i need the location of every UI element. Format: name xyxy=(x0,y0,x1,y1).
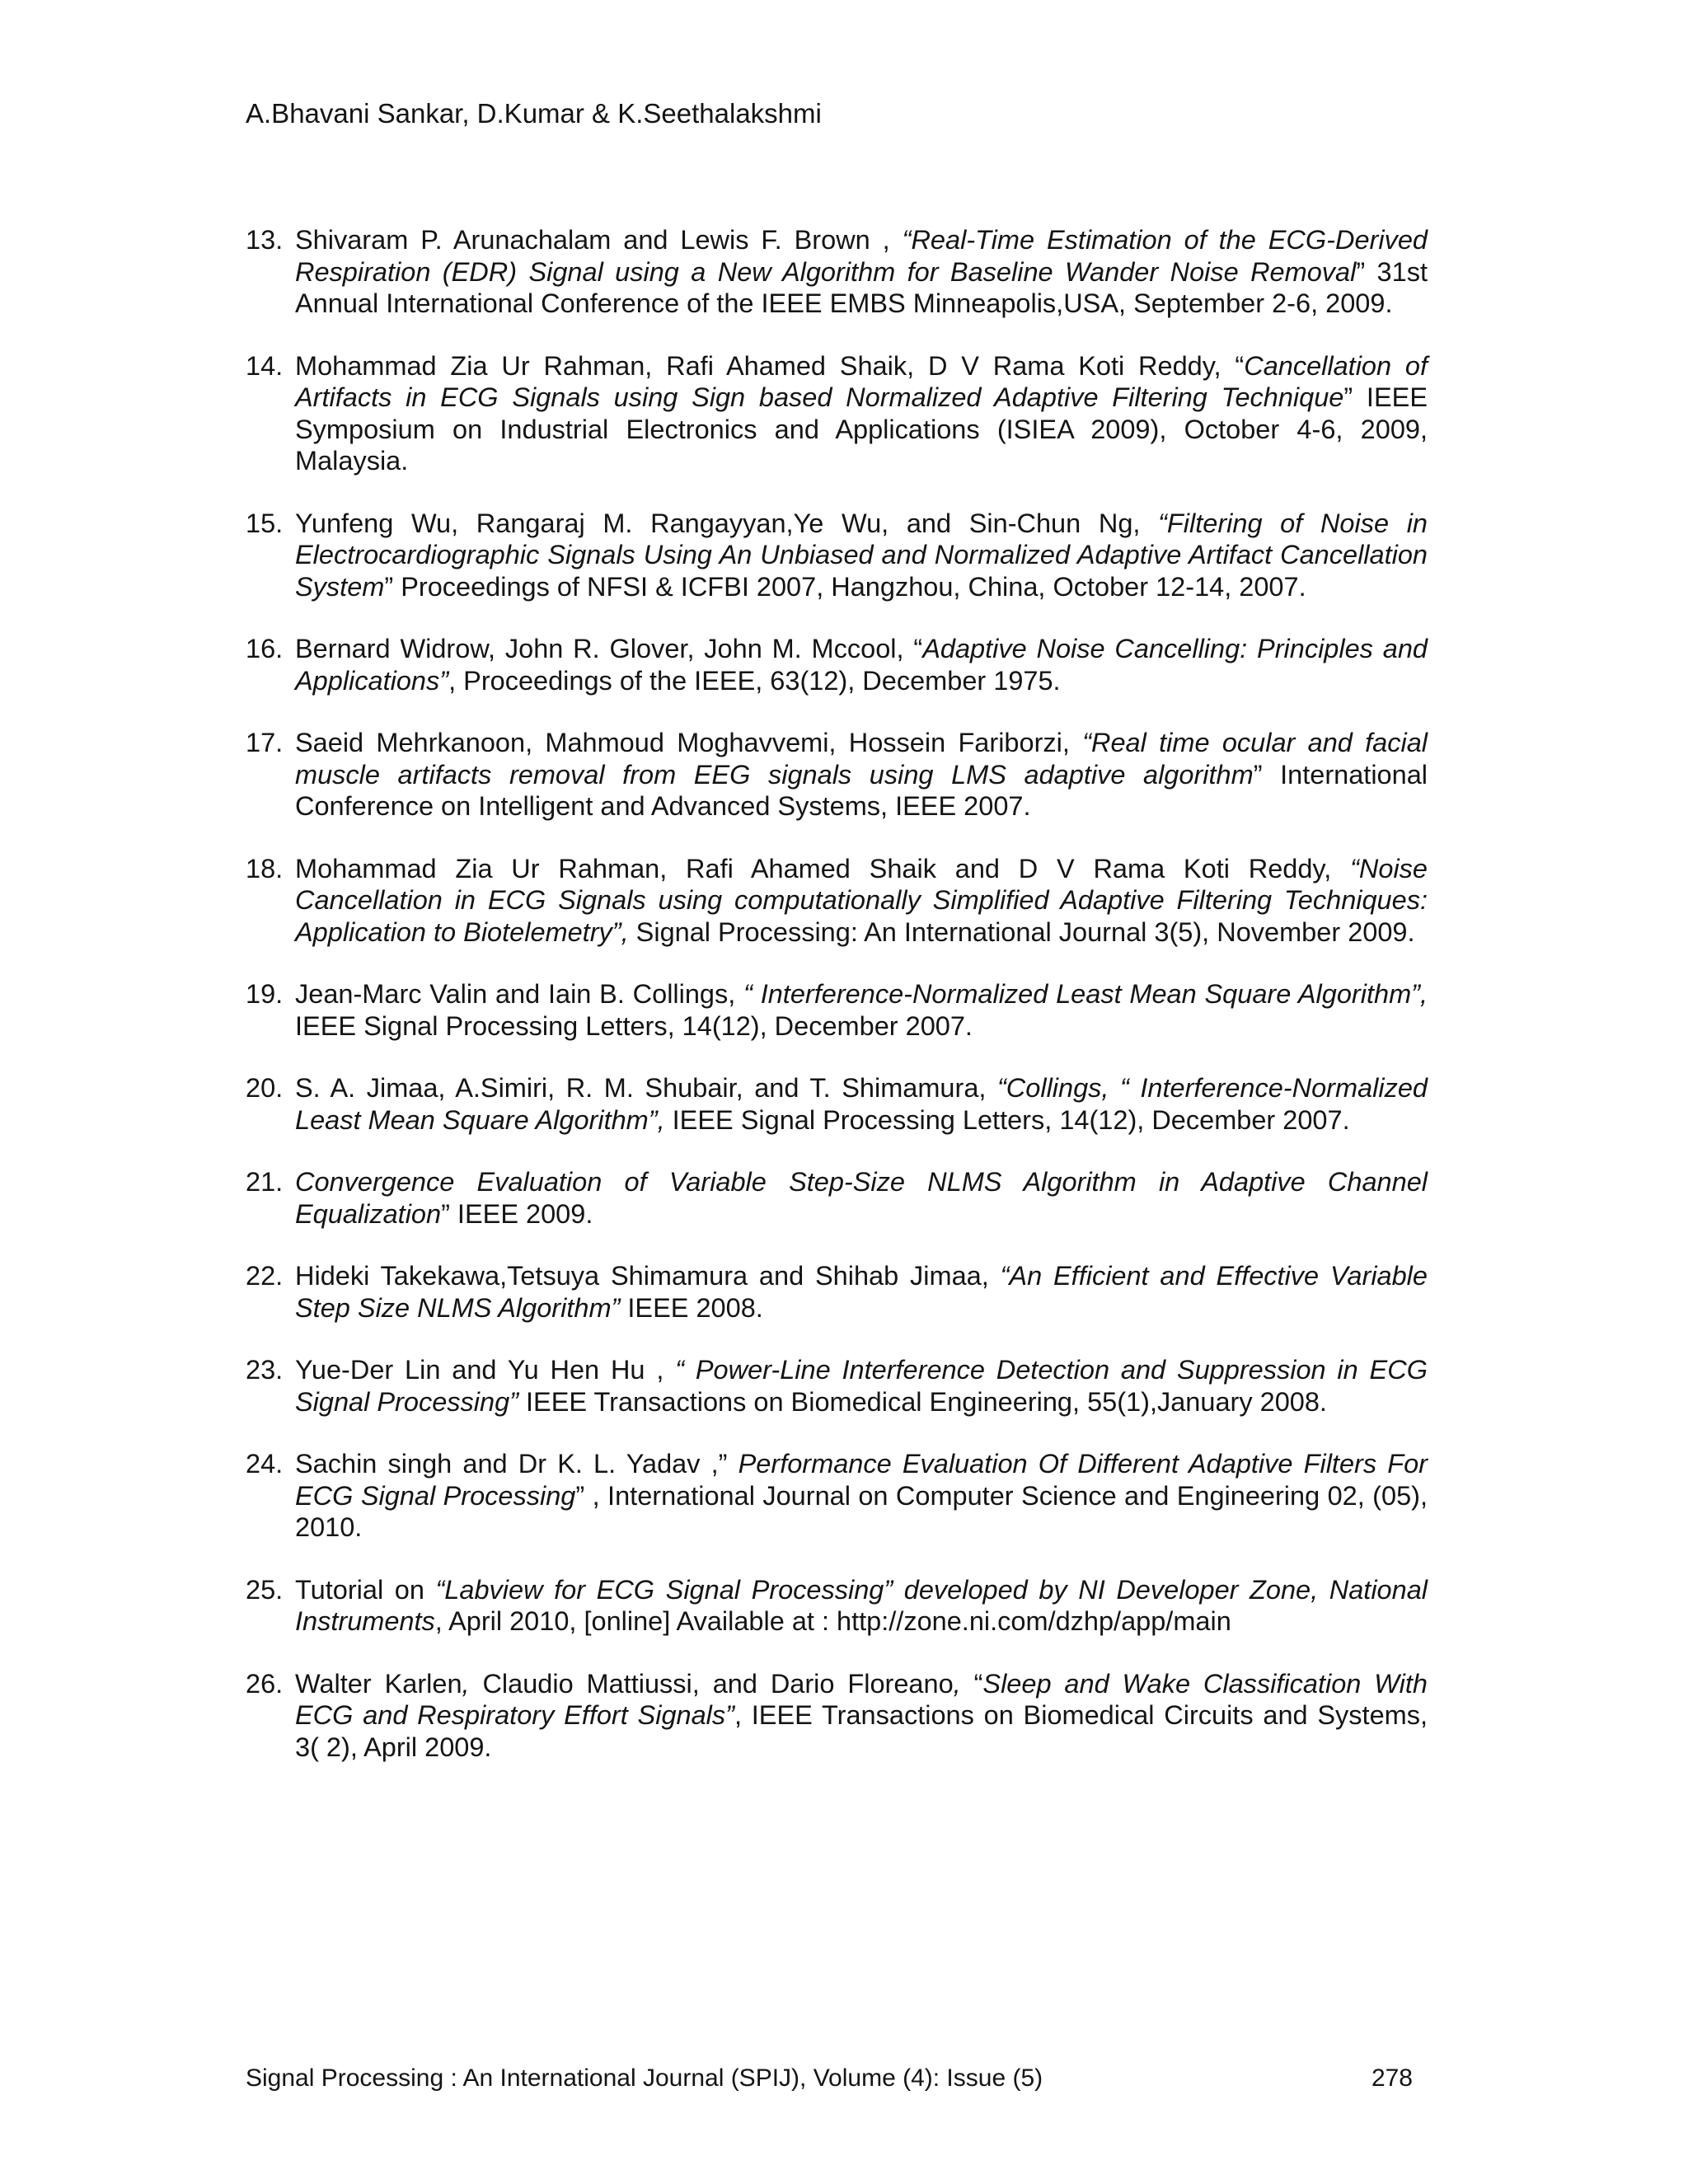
reference-segment: , Proceedings of the IEEE, 63(12), December 1975. xyxy=(448,665,1061,696)
reference-title-segment: Adaptive Noise Cancelling: Principles and Applications” xyxy=(295,634,1428,696)
reference-text xyxy=(295,225,1428,318)
reference-segment: , April 2010, [online] Available at : http://zone.ni.com/dzhp/app/main xyxy=(434,1606,1231,1636)
reference-title-segment: Performance Evaluation Of Different Adaptive Filters For ECG Signal Processing xyxy=(295,1449,1428,1511)
reference-segment: IEEE Signal Processing Letters, 14(12), December 2007. xyxy=(664,1104,1350,1135)
footer-page-number: 278 xyxy=(1371,2064,1413,2092)
footer-journal-title: Signal Processing : An International Journal (SPIJ), Volume (4): Issue (5) xyxy=(246,2064,1043,2092)
reference-text xyxy=(295,1167,1428,1229)
reference-segment: ” IEEE 2009. xyxy=(441,1198,593,1229)
reference-text xyxy=(295,1073,1428,1135)
reference-title-segment: “Labview for ECG Signal Processing” developed by NI Developer Zone, National Instruments xyxy=(295,1574,1428,1636)
reference-segment: Bernard Widrow, John R. Glover, John M. Mccool, “ xyxy=(295,634,923,663)
reference-segment: ” Proceedings of NFSI & ICFBI 2007, Hangzhou, China, October 12-14, 2007. xyxy=(384,571,1306,602)
reference-title-segment: Cancellation of Artifacts in ECG Signals using Sign based Normalized Adaptive Filtering Technique xyxy=(295,350,1428,412)
reference-item xyxy=(246,1354,1428,1418)
reference-number: 19. xyxy=(246,979,284,1009)
reference-title-segment: Convergence Evaluation of Variable Step-Size NLMS Algorithm in Adaptive Channel Equalization xyxy=(295,1167,1428,1229)
reference-number: 16. xyxy=(246,634,284,663)
reference-item xyxy=(246,1072,1428,1136)
reference-segment: Mohammad Zia Ur Rahman, Rafi Ahamed Shaik and D V Rama Koti Reddy, xyxy=(295,853,1351,883)
reference-number: 21. xyxy=(246,1167,284,1197)
reference-segment: Yue-Der Lin and Yu Hen Hu , xyxy=(295,1355,676,1385)
reference-segment: ” IEEE Symposium on Industrial Electronics and Applications (ISIEA 2009), October 4-6, 2009, Malaysia. xyxy=(295,382,1428,476)
reference-title-segment: “ Power-Line Interference Detection and Suppression in ECG Signal Processing” xyxy=(295,1355,1428,1417)
reference-segment: “ xyxy=(960,1668,983,1699)
running-header-authors: A.Bhavani Sankar, D.Kumar & K.Seethalakshmi xyxy=(246,98,822,129)
reference-segment: Hideki Takekawa,Tetsuya Shimamura and Shihab Jimaa, xyxy=(295,1261,1001,1291)
reference-text xyxy=(295,1261,1428,1323)
reference-item xyxy=(246,1574,1428,1638)
reference-segment: Claudio Mattiussi, and Dario Floreano xyxy=(469,1668,954,1699)
reference-segment: Tutorial on xyxy=(295,1574,436,1605)
reference-segment: Walter Karlen xyxy=(295,1668,462,1699)
reference-number: 13. xyxy=(246,225,284,255)
reference-number: 24. xyxy=(246,1449,284,1479)
reference-number: 23. xyxy=(246,1355,284,1385)
reference-title-segment: “Collings, “ Interference-Normalized Least Mean Square Algorithm”, xyxy=(295,1073,1428,1135)
reference-segment: IEEE Transactions on Biomedical Engineering, 55(1),January 2008. xyxy=(518,1386,1327,1417)
reference-title-segment: “An Efficient and Effective Variable Step Size NLMS Algorithm” xyxy=(295,1261,1428,1323)
reference-title-segment: “Real-Time Estimation of the ECG-Derived Respiration (EDR) Signal using a New Algorithm for Baseline Wander Noise Removal xyxy=(295,225,1428,287)
reference-number: 15. xyxy=(246,508,284,538)
reference-number: 26. xyxy=(246,1668,284,1699)
reference-title-segment: , xyxy=(462,1668,470,1699)
reference-text xyxy=(295,979,1428,1041)
reference-item xyxy=(246,508,1428,603)
reference-item xyxy=(246,1668,1428,1764)
reference-item xyxy=(246,727,1428,823)
reference-number: 20. xyxy=(246,1073,284,1103)
reference-segment: ” , International Journal on Computer Science and Engineering 02, (05), 2010. xyxy=(295,1480,1428,1542)
reference-text xyxy=(295,728,1428,821)
reference-text xyxy=(295,351,1428,476)
reference-segment: IEEE 2008. xyxy=(620,1292,763,1323)
reference-text xyxy=(295,1575,1428,1637)
reference-text xyxy=(295,1669,1428,1762)
reference-number: 17. xyxy=(246,728,284,757)
reference-segment: Signal Processing: An International Journal 3(5), November 2009. xyxy=(628,916,1415,947)
reference-segment: Saeid Mehrkanoon, Mahmoud Moghavvemi, Hossein Fariborzi, xyxy=(295,728,1083,757)
reference-title-segment: “Filtering of Noise in Electrocardiographic Signals Using An Unbiased and Normalized Adaptive Artifact Cancellation System xyxy=(295,508,1428,602)
reference-number: 18. xyxy=(246,853,284,883)
reference-item xyxy=(246,853,1428,949)
reference-item xyxy=(246,1448,1428,1544)
reference-segment: ” International Conference on Intelligent and Advanced Systems, IEEE 2007. xyxy=(295,759,1428,821)
reference-item xyxy=(246,1166,1428,1230)
reference-text xyxy=(295,1355,1428,1417)
reference-text xyxy=(295,509,1428,602)
reference-title-segment: Sleep and Wake Classification With ECG and Respiratory Effort Signals” xyxy=(295,1668,1428,1730)
reference-segment: ” 31st Annual International Conference of the IEEE EMBS Minneapolis,USA, September 2-6, 2009. xyxy=(295,256,1428,318)
reference-item xyxy=(246,978,1428,1042)
reference-number: 14. xyxy=(246,350,284,381)
reference-item xyxy=(246,633,1428,696)
reference-title-segment: “Noise Cancellation in ECG Signals using computationally Simplified Adaptive Filtering Techniques: Application to Biotelemetry”, xyxy=(295,853,1428,947)
reference-segment: S. A. Jimaa, A.Simiri, R. M. Shubair, and T. Shimamura, xyxy=(295,1073,997,1103)
reference-number: 22. xyxy=(246,1261,284,1291)
reference-item xyxy=(246,1260,1428,1324)
reference-segment: Mohammad Zia Ur Rahman, Rafi Ahamed Shaik, D V Rama Koti Reddy, “ xyxy=(295,350,1245,381)
reference-text xyxy=(295,1449,1428,1542)
reference-segment: , IEEE Transactions on Biomedical Circuits and Systems, 3( 2), April 2009. xyxy=(295,1700,1428,1762)
reference-title-segment: , xyxy=(953,1668,961,1699)
reference-segment: IEEE Signal Processing Letters, 14(12), December 2007. xyxy=(295,1010,973,1041)
reference-item xyxy=(246,350,1428,477)
reference-text xyxy=(295,634,1428,696)
reference-segment: Yunfeng Wu, Rangaraj M. Rangayyan,Ye Wu, and Sin-Chun Ng, xyxy=(295,508,1159,538)
reference-list xyxy=(246,224,1428,1763)
reference-segment: Sachin singh and Dr K. L. Yadav ,” xyxy=(295,1449,738,1479)
reference-item xyxy=(246,224,1428,320)
reference-text xyxy=(295,854,1428,947)
reference-number: 25. xyxy=(246,1574,284,1605)
reference-segment: Shivaram P. Arunachalam and Lewis F. Brown , xyxy=(295,225,903,255)
reference-segment: Jean-Marc Valin and Iain B. Collings, xyxy=(295,979,744,1009)
reference-title-segment: “Real time ocular and facial muscle artifacts removal from EEG signals using LMS adaptive algorithm xyxy=(295,728,1428,790)
reference-title-segment: “ Interference-Normalized Least Mean Square Algorithm”, xyxy=(743,979,1428,1009)
